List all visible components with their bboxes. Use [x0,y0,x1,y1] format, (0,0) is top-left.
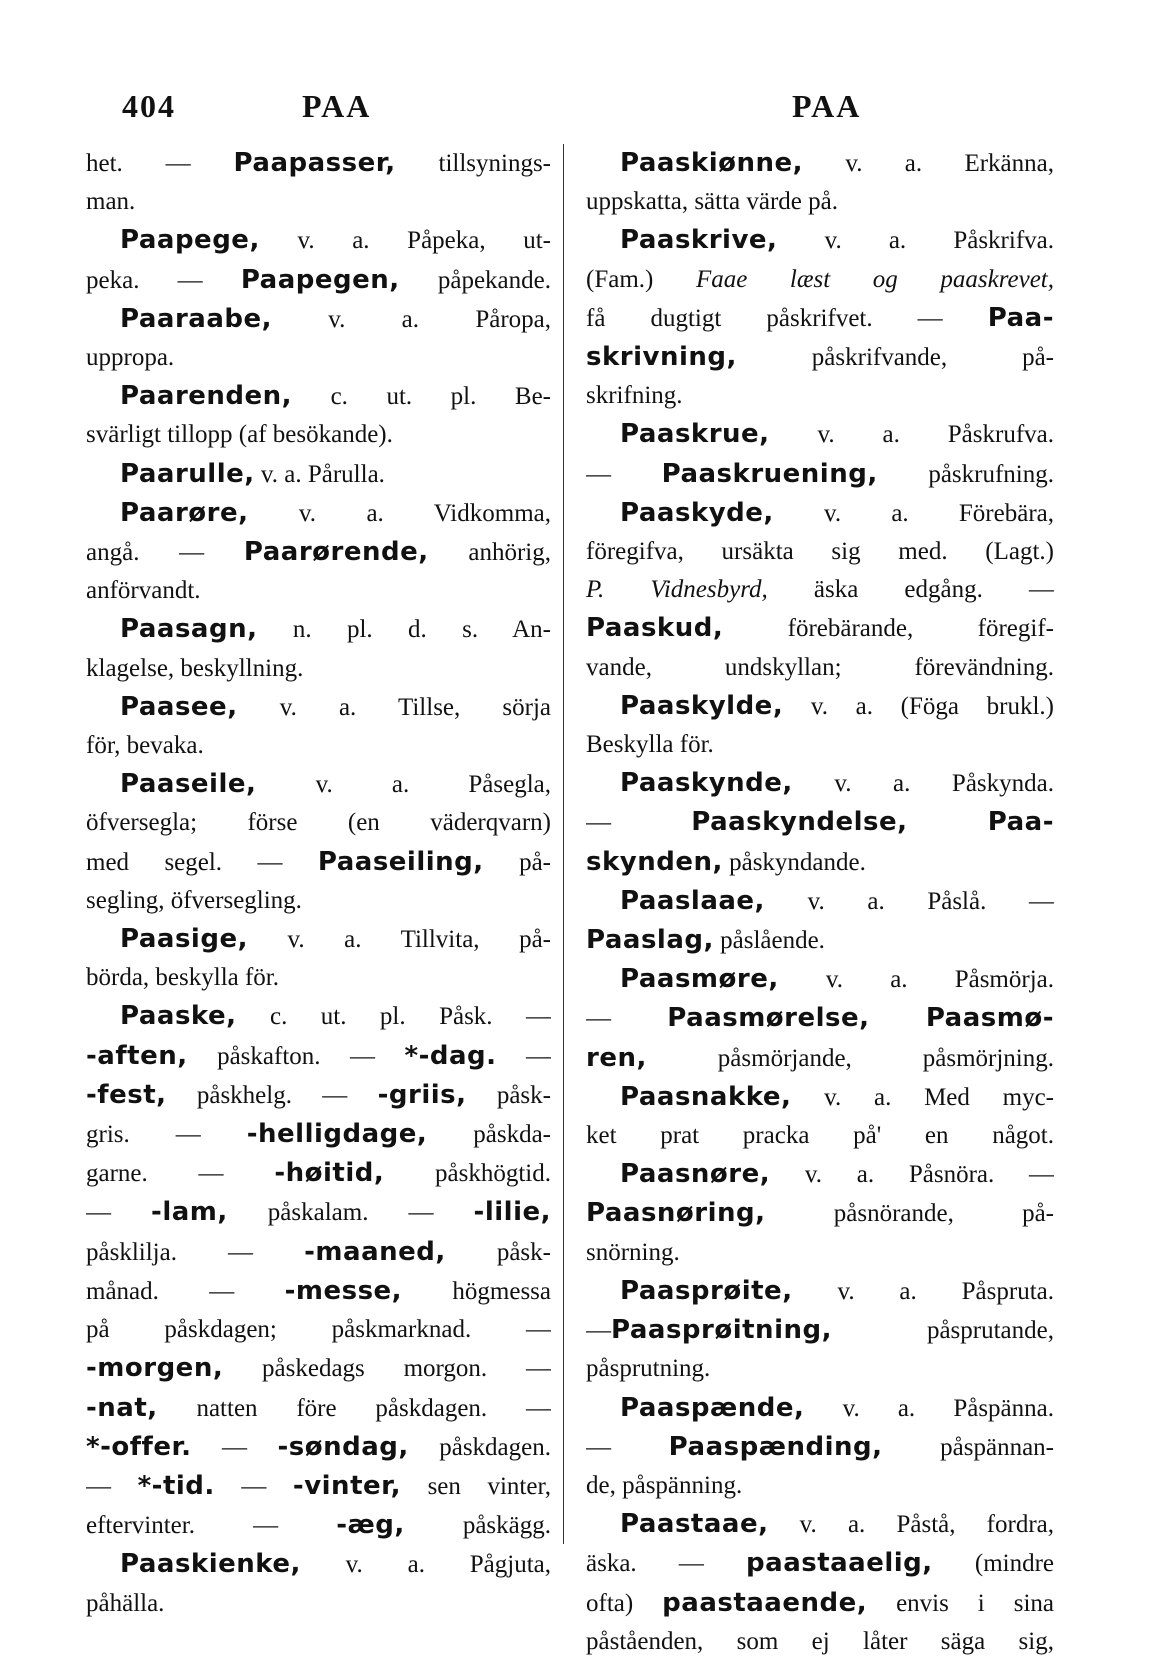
definition-text: uppropa. [86,344,175,372]
definition-text: v. a. Påstå, fordra, [768,1511,1054,1539]
headword: -vinter, [292,1470,402,1501]
entry-line [586,1505,1054,1544]
running-head-right: PAA [792,88,862,124]
entry-line [86,1154,551,1193]
headword: Paasnakke, [620,1081,792,1112]
headword: Paaskruening, [661,458,878,489]
page-number: 404 [122,88,176,124]
entry-line [86,494,551,533]
entry-line [86,533,551,572]
headword: Paaskud, [586,613,724,644]
definition-text: påskhelg. — [166,1081,378,1109]
definition-text: öfversegla; förse (en väderqvarn) [86,809,551,837]
right-column [586,144,1054,1661]
definition-text: — [586,1317,611,1345]
example-phrase: P. Vidnesbyrd, [586,576,768,604]
definition-text: påskägg. [404,1512,551,1540]
entry-line [586,144,1054,183]
headword: Paasmø- [925,1003,1054,1034]
entry-line [86,804,551,842]
entry-line [586,1272,1054,1311]
definition-text: snörning. [586,1238,680,1266]
definition-text: natten före påskdagen. — [157,1394,551,1422]
definition-text: — [586,1433,669,1461]
headword: -aften, [86,1040,188,1071]
headword: Paaskrue, [620,419,770,450]
headword: Paasprøitning, [611,1315,832,1346]
example-phrase: Faae læst og paaskrevet, [695,265,1054,293]
entry-line [586,183,1054,221]
entry-line [86,1506,551,1545]
headword: -søndag, [277,1431,409,1462]
column-divider [563,144,564,1544]
definition-text: påhälla. [86,1589,165,1617]
entry-line [86,882,551,920]
headword: -griis, [377,1079,467,1110]
definition-text: — [586,809,692,837]
entry-line [586,261,1054,299]
definition-text: påsk- [466,1081,551,1109]
headword: skrivning, [586,342,737,373]
definition-text: v. a. Påspruta. [792,1277,1054,1305]
headword: Paaskiønne, [620,148,804,178]
headword: Paasmøre, [620,964,779,995]
headword: Paaskyde, [620,497,774,528]
headword: Paaspænde, [620,1392,805,1423]
entry-line [586,533,1054,571]
definition-text [870,1005,926,1032]
entry-line [586,999,1054,1038]
headword: Paapasser, [233,148,396,178]
definition-text: påståenden, som ej låter säga sig, [586,1627,1054,1655]
headword: Paasmørelse, [667,1003,870,1034]
headword: Paapegen, [240,264,400,295]
entry-line [586,764,1054,803]
definition-text: v. a. Påspänna. [804,1394,1054,1422]
definition-text: vande, undskyllan; förevändning. [586,653,1054,681]
headword: Paaslag, [586,925,714,956]
definition-text: v. a. Påropa, [271,305,551,333]
headword: Paasnøring, [586,1198,766,1229]
definition-text: v. a. Tillvita, på- [247,926,551,954]
headword: -messe, [284,1275,403,1306]
definition-text: man. [86,188,136,216]
definition-text: v. a. Påskrufva. [769,421,1054,449]
definition-text: eftervinter. — [86,1512,337,1540]
definition-text: v. a. Pågjuta, [300,1551,551,1579]
definition-text: v. a. Tillse, sörja [237,693,551,721]
entry-line [586,843,1054,882]
entry-line [86,1389,551,1428]
entry-line [586,687,1054,726]
entry-line [86,688,551,727]
headword: -æg, [336,1510,405,1541]
headword: skynden, [586,846,723,877]
headword: Paaskyndelse, [691,807,908,838]
definition-text: segling, öfversegling. [86,886,302,914]
definition-text: v. a. Påsnöra. — [770,1161,1054,1189]
entry-line [586,1623,1054,1661]
headword: Paasagn, [120,614,258,645]
definition-text: påskhögtid. [384,1160,551,1188]
entry-line [586,882,1054,921]
headword: ren, [586,1042,647,1073]
definition-text: — [496,1042,551,1070]
entry-line [86,339,551,377]
definition-text: föregifva, ursäkta sig med. (Lagt.) [586,538,1054,566]
entry-line [86,650,551,688]
definition-text: påskda- [427,1121,551,1149]
definition-text: svärligt tillopp (af besökande). [86,421,393,449]
entry-line [586,1117,1054,1155]
entry-line [586,1350,1054,1388]
headword: Paaseile, [120,769,257,800]
entry-line [86,1076,551,1115]
definition-text: v. a. Erkänna, [803,150,1054,177]
entry-line [86,1545,551,1584]
entry-line [586,1584,1054,1623]
entry-line [586,1078,1054,1117]
entry-line [86,416,551,454]
entry-line [86,959,551,997]
definition-text: påskyndande. [722,848,866,876]
definition-text: påsmörjande, påsmörjning. [646,1044,1054,1072]
entry-line [86,1585,551,1623]
headword: Paaskynde, [620,768,793,799]
entry-line [86,455,551,494]
headword: paastaaende, [662,1587,868,1618]
entry-line [586,1428,1054,1467]
definition-text: påskalam. — [227,1199,474,1227]
headword: Paasige, [120,924,248,955]
entry-line [86,1349,551,1388]
headword: Paaskylde, [620,690,784,721]
definition-text: Beskylla för. [586,731,714,759]
entry-line [586,960,1054,999]
headword: -nat, [86,1392,158,1423]
headword: -lilie, [473,1197,551,1228]
entry-line [586,1039,1054,1078]
definition-text: angå. — [86,539,244,567]
definition-text: n. pl. d. s. An- [257,616,551,644]
definition-text: med segel. — [86,848,318,876]
headword: -høitid, [274,1158,385,1189]
headword: Paaske, [120,1001,237,1032]
headword: *-tid. [137,1470,215,1501]
headword: -lam, [151,1197,228,1228]
headword: Paaslaae, [620,885,765,916]
definition-text: påskrufning. [877,460,1054,488]
headword: *-offer. [86,1431,192,1462]
headword: *-dag. [404,1040,497,1071]
definition-text: klagelse, beskyllning. [86,654,304,682]
definition-text: ofta) [586,1589,663,1617]
entry-line [86,1272,551,1311]
entry-line [86,1311,551,1349]
definition-text: het. — [86,150,234,177]
entry-line [586,1467,1054,1505]
definition-text: v. a. Påsmörja. [778,966,1054,994]
definition-text: ket prat pracka på' en något. [586,1122,1054,1150]
entry-line [586,921,1054,960]
definition-text: börda, beskylla för. [86,964,280,992]
entry-line [586,221,1054,260]
definition-text: få dugtigt påskrifvet. — [586,304,988,332]
definition-text: v. a. Påpeka, ut- [259,227,551,255]
definition-text: på påskdagen; påskmarknad. — [86,1316,551,1344]
entry-line [586,299,1054,338]
entry-line [86,1115,551,1154]
definition-text: påskedags morgon. — [223,1355,551,1383]
definition-text: påsprutande, [831,1317,1054,1345]
headword: Paarulle, [120,458,255,489]
headword: -morgen, [86,1353,224,1384]
definition-text: påskdagen. [408,1433,551,1461]
definition-text: månad. — [86,1277,285,1305]
headword: Paaspænding, [668,1431,883,1462]
definition-text: v. a. Påsegla, [256,771,551,799]
definition-text: uppskatta, sätta värde på. [586,188,838,216]
definition-text: påskafton. — [187,1042,405,1070]
entry-line [586,1311,1054,1350]
headword: -helligdage, [246,1119,428,1150]
headword: -fest, [86,1079,167,1110]
definition-text: envis i sina [867,1589,1054,1617]
definition-text: v. a. Påskynda. [792,770,1054,798]
definition-text: högmessa [402,1277,551,1305]
entry-line [586,1155,1054,1194]
definition-text: garne. — [86,1160,275,1188]
entry-line [86,1193,551,1232]
definition-text: påspännan- [882,1433,1054,1461]
definition-text: v. a. Förebära, [773,499,1054,527]
entry-line [86,572,551,610]
entry-line [86,1233,551,1272]
definition-text: — [586,1005,668,1033]
definition-text: v. a. Påskrifva. [777,227,1054,255]
entry-line [86,843,551,882]
definition-text: påslående. [713,927,825,955]
definition-text: (Fam.) [586,265,696,293]
running-head-left: PAA [302,88,372,124]
definition-text: påsklilja. — [86,1238,305,1266]
definition-text: — [86,1199,152,1227]
headword: Paasprøite, [620,1275,793,1306]
entry-line [586,1544,1054,1583]
definition-text: sen vinter, [401,1472,551,1500]
headword: paastaaelig, [746,1548,933,1579]
headword: Paaraabe, [120,303,272,334]
entry-line [586,571,1054,609]
entry-line [586,415,1054,454]
definition-text: tillsynings- [395,150,551,177]
entry-line [86,1037,551,1076]
definition-text: gris. — [86,1121,247,1149]
definition-text: peka. — [86,266,241,294]
headword: Paa- [987,302,1054,333]
entry-line [586,455,1054,494]
entry-line [586,1194,1054,1233]
definition-text: påsprutning. [586,1355,711,1383]
definition-text: — [86,1472,138,1500]
definition-text: v. a. (Föga brukl.) [783,692,1054,720]
entry-line [586,609,1054,648]
entry-line [586,1389,1054,1428]
definition-text: äska edgång. — [767,576,1054,604]
definition-text [908,809,988,836]
headword: -maaned, [304,1236,446,1267]
left-column [86,144,551,1623]
definition-text: anhörig, [428,539,551,567]
definition-text: anförvandt. [86,577,201,605]
definition-text: för, bevaka. [86,732,204,760]
definition-text: påpekande. [399,266,551,294]
definition-text: v. a. Påslå. — [764,887,1054,915]
definition-text: v. a. Med myc- [791,1083,1054,1111]
headword: Paaskienke, [120,1549,301,1580]
definition-text: äska. — [586,1550,747,1578]
entry-line [86,1428,551,1467]
definition-text: förebärande, föregif- [723,615,1054,643]
entry-line [86,261,551,300]
entry-line [86,997,551,1036]
definition-text: v. a. Pårulla. [254,460,385,488]
definition-text: — [586,460,662,488]
headword: Paaseiling, [317,846,484,877]
definition-text: skrifning. [586,382,683,410]
headword: Paapege, [120,225,260,256]
entry-line [86,144,551,183]
entry-line [86,300,551,339]
entry-line [86,765,551,804]
definition-text: — [214,1472,293,1500]
definition-text: påskrifvande, på- [736,344,1054,372]
entry-line [86,1467,551,1506]
definition-text: c. ut. pl. Be- [292,383,551,411]
definition-text: påsnörande, på- [765,1200,1054,1228]
entry-line [586,1234,1054,1272]
headword: Paarøre, [120,497,249,528]
entry-line [586,649,1054,687]
entry-line [586,377,1054,415]
entry-line [586,338,1054,377]
definition-text: på- [483,848,551,876]
definition-text: (mindre [932,1550,1054,1578]
entry-line [86,221,551,260]
headword: Paa- [987,807,1054,838]
headword: Paasee, [120,691,238,722]
headword: Paaskrive, [620,225,778,256]
definition-text: v. a. Vidkomma, [248,499,551,527]
entry-line [586,494,1054,533]
entry-line [586,726,1054,764]
definition-text: c. ut. pl. Påsk. — [236,1003,551,1031]
entry-line [86,920,551,959]
definition-text: — [191,1433,278,1461]
entry-line [586,803,1054,842]
headword: Paarenden, [120,381,293,412]
headword: Paastaae, [620,1509,769,1540]
definition-text: påsk- [445,1238,551,1266]
entry-line [86,610,551,649]
entry-line [86,727,551,765]
entry-line [86,183,551,221]
headword: Paarørende, [243,537,429,568]
entry-line [86,377,551,416]
definition-text: de, påspänning. [586,1471,743,1499]
headword: Paasnøre, [620,1159,771,1190]
